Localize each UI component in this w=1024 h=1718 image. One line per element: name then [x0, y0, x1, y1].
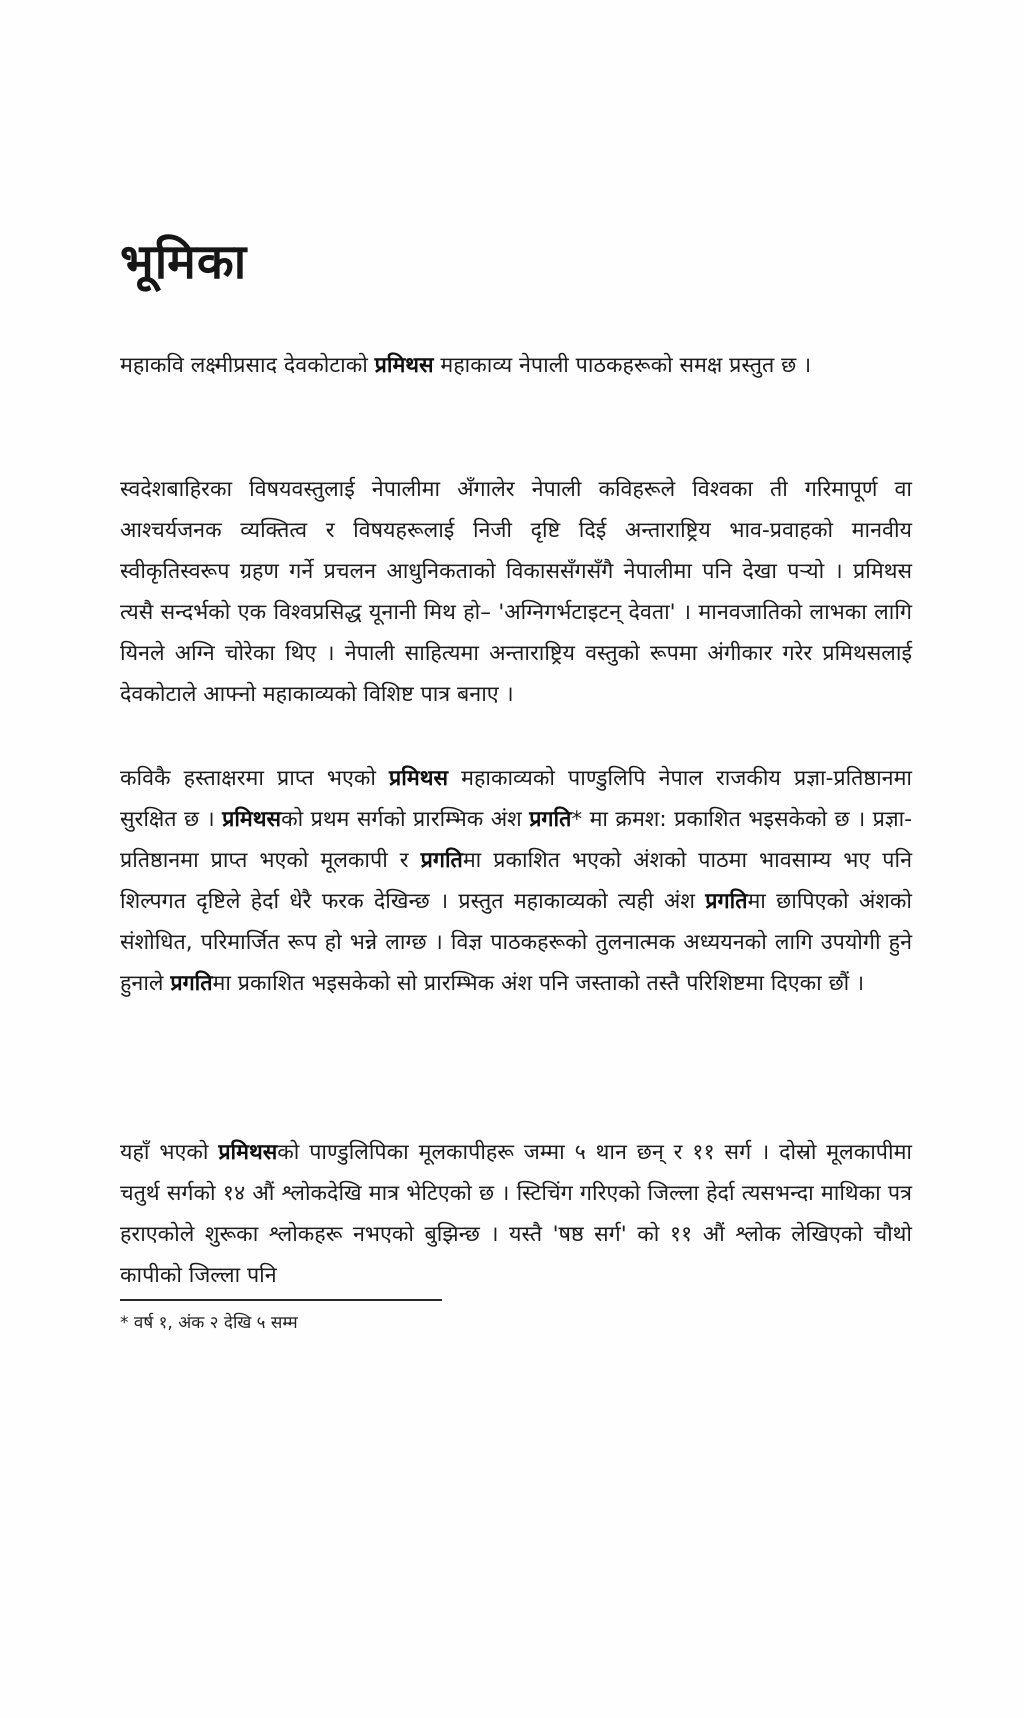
- page-title: भूमिका: [120, 234, 248, 290]
- bold-title-text: प्रगति: [170, 971, 213, 996]
- paragraph-intro: [120, 345, 912, 386]
- bold-title-text: प्रमिथस: [222, 807, 282, 832]
- footnote-divider: [120, 1299, 442, 1301]
- paragraph-text: महाकाव्यको पाण्डुलिपि नेपाल राजकीय प्रज्ञा-प्रतिष्ठानमा सुरक्षित छ ।: [120, 766, 912, 832]
- paragraph-text: स्वदेशबाहिरका विषयवस्तुलाई नेपालीमा अँगालेर नेपाली कविहरूले विश्वका ती गरिमापूर्ण वा आश्चर्यजनक व्यक्तित्व र विषयहरूलाई निजी दृष्टि दिई अन्ताराष्ट्रिय भाव-प्रवाहको मानवीय स्वीकृतिस्वरूप ग्रहण गर्ने प्रचलन आधुनिकताको विकाससँगसँगै नेपालीमा पनि देखा पऱ्यो । प्रमिथस त्यसै सन्दर्भको एक विश्वप्रसिद्ध यूनानी मिथ हो– 'अग्निगर्भटाइटन् देवता' । मानवजातिको लाभका लागि यिनले अग्नि चोरेका थिए । नेपाली साहित्यमा अन्ताराष्ट्रिय वस्तुको रूपमा अंगीकार गरेर प्रमिथसलाई देवकोटाले आफ्नो महाकाव्यको विशिष्ट पात्र बनाए ।: [120, 477, 912, 707]
- paragraph-copies: [120, 1132, 912, 1296]
- paragraph-text: महाकवि लक्ष्मीप्रसाद देवकोटाको: [120, 353, 375, 378]
- paragraph-text: मा प्रकाशित भएको अंशको पाठमा भावसाम्य भए पनि शिल्पगत दृष्टिले हेर्दा धेरै फरक देखिन्छ । प्रस्तुत महाकाव्यको त्यही अंश: [120, 848, 912, 914]
- bold-title-text: प्रगति: [705, 889, 748, 914]
- paragraph-text: मा छापिएको अंशको संशोधित, परिमार्जित रूप हो भन्ने लाग्छ । विज्ञ पाठकहरूको तुलनात्मक अध्ययनको लागि उपयोगी हुने हुनाले: [120, 889, 912, 996]
- bold-title-text: प्रगति: [529, 807, 572, 832]
- paragraph-manuscript: [120, 758, 912, 1004]
- paragraph-text: * मा क्रमश: प्रकाशित भइसकेको छ । प्रज्ञा-प्रतिष्ठानमा प्राप्त भएको मूलकापी र: [120, 807, 912, 873]
- bold-title-text: प्रगति: [420, 848, 463, 873]
- paragraph-text: महाकाव्य नेपाली पाठकहरूको समक्ष प्रस्तुत छ ।: [433, 353, 812, 378]
- footnote: * वर्ष १, अंक २ देखि ५ सम्म: [120, 1313, 298, 1333]
- bold-title-text: प्रमिथस: [389, 766, 448, 791]
- bold-title-text: प्रमिथस: [374, 353, 434, 378]
- paragraph-text: यहाँ भएको: [120, 1140, 219, 1165]
- paragraph-text: मा प्रकाशित भइसकेको सो प्रारम्भिक अंश पनि जस्ताको तस्तै परिशिष्टमा दिएका छौं ।: [212, 971, 865, 996]
- bold-title-text: प्रमिथस: [218, 1140, 278, 1165]
- paragraph-context: [120, 469, 912, 715]
- paragraph-text: को प्रथम सर्गको प्रारम्भिक अंश: [281, 807, 530, 832]
- paragraph-text: कविकै हस्ताक्षरमा प्राप्त भएको: [120, 766, 390, 791]
- paragraph-text: को पाण्डुलिपिका मूलकापीहरू जम्मा ५ थान छन् र ११ सर्ग । दोस्रो मूलकापीमा चतुर्थ सर्गको १४ औं श्लोकदेखि मात्र भेटिएको छ । स्टिचिंग गरिएको जिल्ला हेर्दा त्यसभन्दा माथिका पत्र हराएकोले शुरूका श्लोकहरू नभएको बुझिन्छ । यस्तै 'षष्ठ सर्ग' को ११ औं श्लोक लेखिएको चौथो कापीको जिल्ला पनि: [120, 1140, 912, 1288]
